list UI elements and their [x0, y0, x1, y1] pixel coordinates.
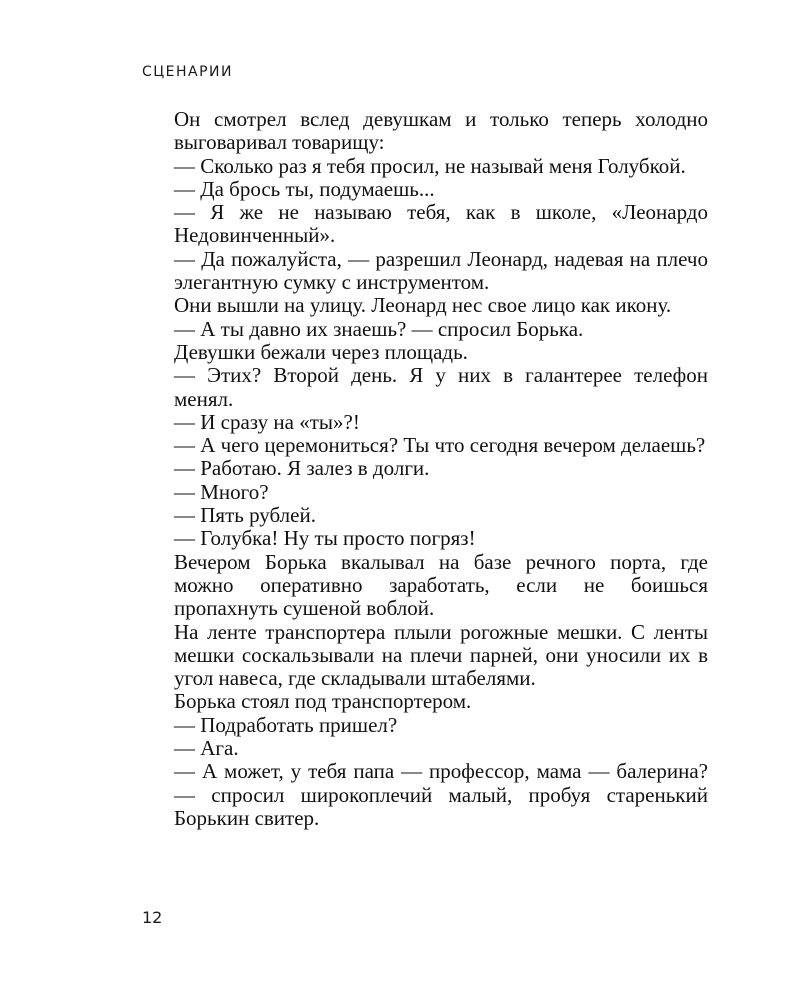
paragraph: — Ага. — [174, 736, 239, 761]
paragraph: Они вышли на улицу. Леонард нес свое лицо как икону. — [174, 293, 672, 318]
body-text — [174, 108, 708, 830]
paragraph: — Пять рублей. — [174, 503, 316, 528]
running-head: СЦЕНАРИИ — [142, 64, 233, 80]
paragraph: — Много? — [174, 479, 269, 504]
paragraph: — И сразу на «ты»?! — [174, 409, 360, 434]
paragraph: — Я же не называю тебя, как в школе, «Леонардо Недовинченный». — [174, 200, 708, 248]
paragraph: Девушки бежали через площадь. — [174, 339, 468, 364]
paragraph: — А может, у тебя папа — профессор, мама — балерина? — спросил широкоплечий малый, пробуя старенький Борькин свитер. — [174, 759, 708, 830]
paragraph: На ленте транспортера плыли рогожные мешки. С ленты мешки соскальзывали на плечи парней, они уносили их в угол навеса, где складывали штабелями. — [174, 619, 708, 691]
paragraph: — Работаю. Я залез в долги. — [174, 456, 430, 481]
paragraph: Он смотрел вслед девушкам и только теперь холодно выговаривал товарищу: — [174, 107, 708, 155]
paragraph: — Да брось ты, подумаешь... — [174, 176, 435, 201]
paragraph: Вечером Борька вкалывал на базе речного порта, где можно оперативно заработать, если не боишься пропахнуть сушеной воблой. — [174, 549, 708, 621]
paragraph: — Да пожалуйста, — разрешил Леонард, надевая на плечо элегантную сумку с инструментом. — [174, 246, 708, 295]
paragraph: Борька стоял под транспортером. — [174, 689, 472, 714]
paragraph: — Подработать пришел? — [174, 712, 398, 737]
paragraph: — А чего церемониться? Ты что сегодня вечером делаешь? — [174, 433, 706, 458]
paragraph: — Сколько раз я тебя просил, не называй меня Голубкой. — [174, 153, 686, 178]
paragraph: — А ты давно их знаешь? — спросил Борька. — [174, 316, 584, 341]
paragraph: — Этих? Второй день. Я у них в галантерее телефон менял. — [174, 363, 708, 411]
paragraph: — Голубка! Ну ты просто погряз! — [174, 526, 476, 551]
page-number: 12 — [142, 908, 163, 927]
